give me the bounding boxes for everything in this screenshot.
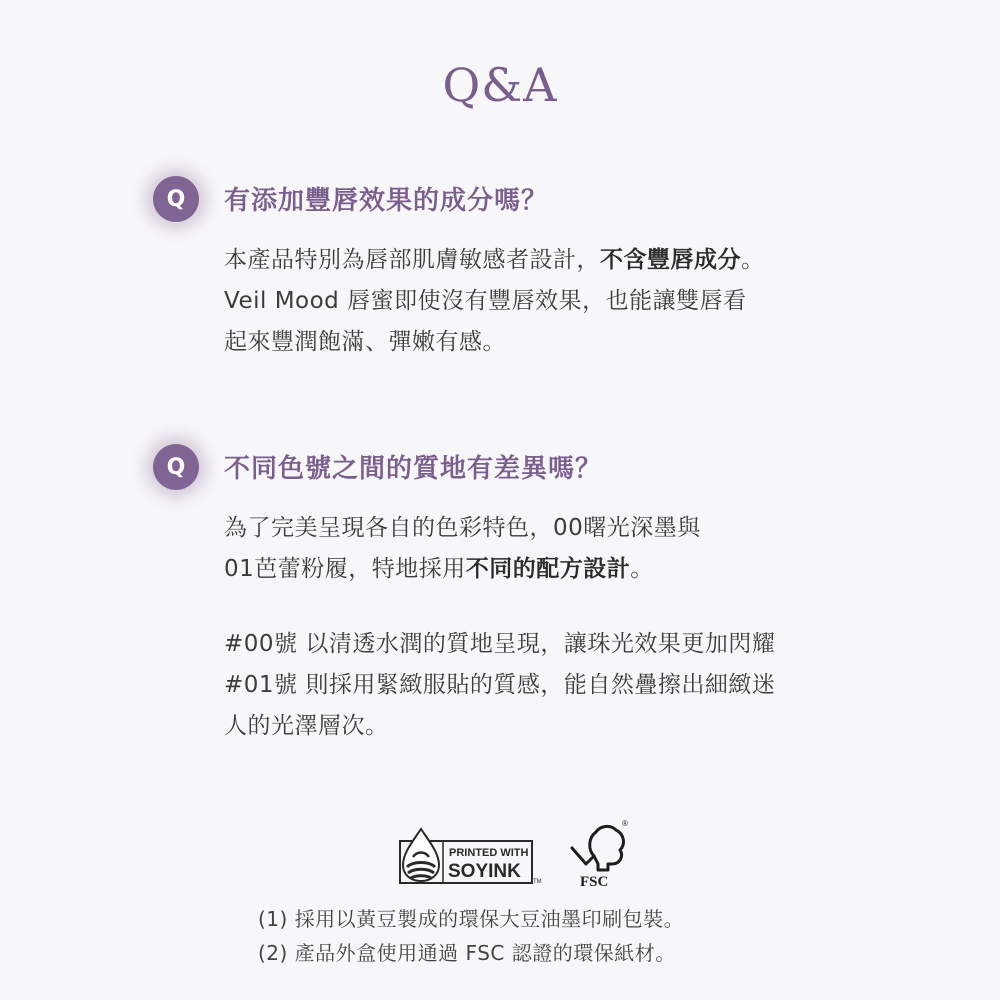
answer-highlight: 不含豐唇成分 <box>600 247 741 273</box>
answer-2 <box>224 508 884 590</box>
answer-highlight: 不同的配方設計 <box>465 556 631 582</box>
answer-line: Veil Mood 唇蜜即使沒有豐唇效果，也能讓雙唇看 <box>224 288 747 314</box>
answer-line: 為了完美呈現各自的色彩特色，00曙光深墨與 <box>224 515 701 541</box>
footnotes <box>258 902 684 970</box>
soy-ink-logo <box>399 827 545 885</box>
soy-line2: SOYINK <box>448 861 521 882</box>
answer-line: #00號 以清透水潤的質地呈現，讓珠光效果更加閃耀 <box>224 631 776 657</box>
answer-line <box>224 240 884 281</box>
soy-line1: PRINTED WITH <box>449 847 529 859</box>
answer-line: 起來豐潤飽滿、彈嫩有感。 <box>224 329 506 355</box>
answer-line: 人的光澤層次。 <box>224 713 389 739</box>
soy-bean-icon <box>399 827 545 885</box>
question-badge: Q <box>153 444 199 490</box>
answer-punct: 。 <box>741 247 765 273</box>
question-2: 不同色號之間的質地有差異嗎？ <box>224 454 603 484</box>
fsc-text: FSC <box>580 874 609 888</box>
answer-line <box>224 549 884 590</box>
fsc-logo <box>566 816 630 888</box>
footnote-2: (2) 產品外盒使用通過 FSC 認證的環保紙材。 <box>258 941 676 965</box>
answer-1 <box>224 240 884 363</box>
answer-line: #01號 則採用緊緻服貼的質感，能自然疊擦出細緻迷 <box>224 672 776 698</box>
page-title: Q&A <box>442 58 558 112</box>
answer-text: 01芭蕾粉履，特地採用 <box>224 556 466 582</box>
footnote-1: (1) 採用以黃豆製成的環保大豆油墨印刷包裝。 <box>258 907 685 931</box>
answer-text: 本產品特別為唇部肌膚敏感者設計， <box>224 247 600 273</box>
fsc-registered-mark: ® <box>622 819 628 828</box>
answer-2-details <box>224 624 884 747</box>
question-badge: Q <box>153 176 199 222</box>
answer-punct: 。 <box>630 556 654 582</box>
question-1: 有添加豐唇效果的成分嗎？ <box>224 186 549 216</box>
tree-checkmark-icon <box>566 816 630 888</box>
soy-tm: TM <box>533 879 542 885</box>
